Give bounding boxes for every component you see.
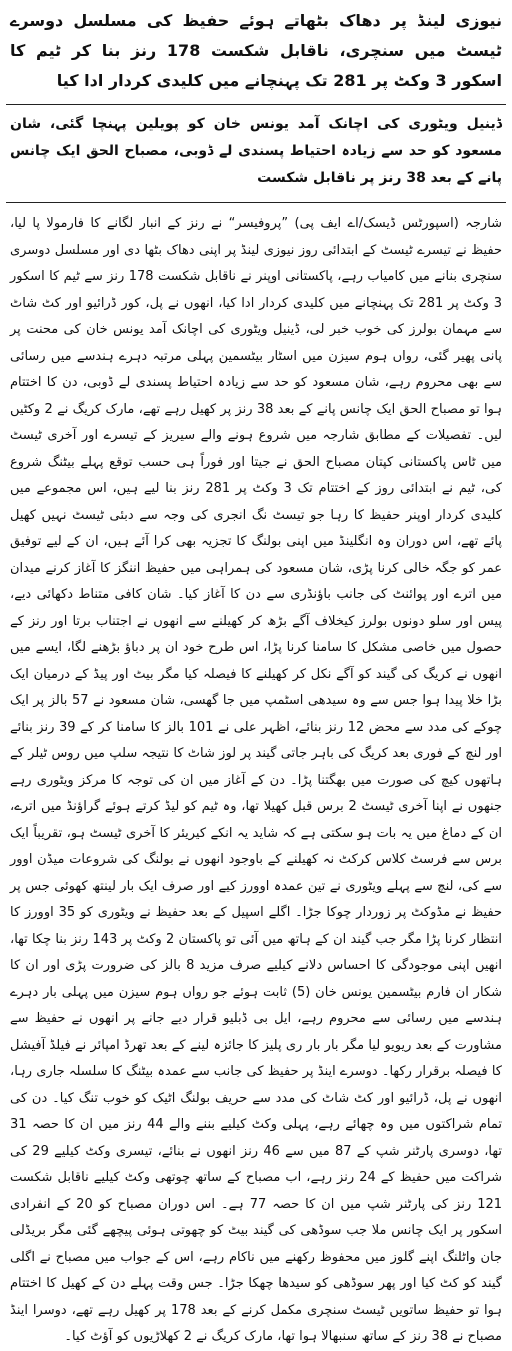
article-headline: نیوزی لینڈ پر دھاک بٹھاتے ہوئے حفیظ کی مسلسل دوسرے ٹیسٹ میں سنچری، ناقابل شکست 178 رنز بنا کر ٹیم کا اسکور 3 وکٹ پر 281 تک پہنچانے میں کلیدی کردار ادا کیا [10, 11, 502, 90]
article-body: شارجہ (اسپورٹس ڈیسک/اے ایف پی) ”پروفیسر“ نے رنز کے انبار لگانے کا فارمولا پا لیا، حفیظ نے تیسرے ٹیسٹ کے ابتدائی روز نیوزی لینڈ پر اپنی دھاک بٹھا دی اور مسلسل دوسری سنچری بنانے میں کامیاب رہے، پاکستانی اوپنر نے ناقابل شکست 178 رنز سے ٹیم کا اسکور 3 وکٹ پر 281 تک پہنچانے میں کلیدی کردار ادا کیا، انھوں نے پل، کور ڈرائیو اور کٹ شاٹ سے مہمان بولرز کی خوب خبر لی، ڈینیل ویٹوری کی اچانک آمد یونس خان کی محنت پر پانی پھیر گئی، رواں ہوم سیزن میں اسٹار بیٹسمین پہلی مرتبہ دہرے ہندسے میں رسائی سے بھی محروم رہے، شان مسعود کو حد سے زیادہ احتیاط پسندی لے ڈوبی، دن کا اختتام ہوا تو مصباح الحق ایک چانس پانے کے بعد 38 رنز پر کھیل رہے تھے، مارک کریگ نے 2 وکٹیں لیں۔ تفصیلات کے مطابق شارجہ میں شروع ہونے والے سیریز کے تیسرے اور آخری ٹیسٹ میں ٹاس پاکستانی کپتان مصباح الحق نے جیتا اور فوراً ہی حسب توقع پہلے بیٹنگ شروع کی، ٹیم نے ابتدائی روز کے اختتام تک 3 وکٹ پر 281 رنز بنا لیے ہیں، اس مجموعے میں کلیدی کردار اوپنر حفیظ کا رہا جو تیسٹ نگ انجری کی وجہ سے دبئی ٹیسٹ نہیں کھیل پائے تھے، اس دوران وہ انگلینڈ میں اپنی بولنگ کا تجزیہ بھی کرا آئے ہیں، ان کے لیے توفیق عمر کو جگہ خالی کرنا پڑی، شان مسعود کی ہمراہی میں حفیظ اننگز کا آغاز کرنے میدان میں اترے اور پوائنٹ کی جانب باؤنڈری سے دن کا آغاز کیا۔ شان کافی متناط دکھائی دیے، پیس اور سلو دونوں بولرز کیخلاف آگے بڑھ کر کھیلنے سے انھوں نے اجتناب برتا اور رنز کے حصول میں خاصی مشکل کا سامنا کرنا پڑا، اس طرح خود ان پر دباؤ بڑھنے لگا، ایسے میں انھوں نے کریگ کی گیند کو آگے نکل کر کھیلنے کا فیصلہ کیا مگر بیٹ اور پیڈ کے درمیان ایک بڑا خلا پیدا ہوا جس سے وہ سیدھی اسٹمپ میں جا گھسی، شان مسعود نے 57 بالز پر ایک چوکے کی مدد سے محض 12 رنز بنائے، اظہر علی نے 101 بالز کا سامنا کر کے 39 رنز بنائے اور لنچ کے فوری بعد کریگ کی باہر جاتی گیند پر لوز شاٹ کا نتیجہ سلپ میں روس ٹیلر کے ہاتھوں کیچ کی صورت میں بھگتنا پڑا۔ دن کے آغاز میں ان کی توجہ کا مرکز ویٹوری رہے جنھوں نے اپنا آخری ٹیسٹ 2 برس قبل کھیلا تھا، وہ ٹیم کو لیڈ کرتے ہوئے گراؤنڈ میں اترے، ان کے دماغ میں یہ بات ہو سکتی ہے کہ شاید یہ انکے کیریئر کا آخری ٹیسٹ ہو، تقریباً ایک برس سے فرسٹ کلاس کرکٹ نہ کھیلنے کے باوجود انھوں نے بولنگ کی شروعات میڈن اوور سے کی، لنچ سے پہلے ویٹوری نے تین عمدہ اوورز کیے اور صرف ایک بار لینتھ کھوئی جس پر حفیظ نے مڈوکٹ پر زوردار چوکا جڑا۔ اگلے اسپیل کے بعد حفیظ نے ویٹوری کو 35 اوورز کا انتظار کرنا پڑا مگر جب گیند ان کے ہاتھ میں آئی تو پاکستان 2 وکٹ پر 143 رنز بنا چکا تھا، انھیں اپنی موجودگی کا احساس دلانے کیلیے صرف مزید 8 بالز کی ضرورت پڑی اور ان کا شکار ان فارم بیٹسمین یونس خان (5) ثابت ہوئے جو رواں ہوم سیزن میں پہلی بار دہرے ہندسے میں رسائی سے محروم رہے، ایل بی ڈبلیو قرار دیے جانے پر انھوں نے حفیظ سے مشاورت کے بعد ریویو لیا مگر بار بار ری پلیز کا جائزہ لینے کے بعد تھرڈ امپائر نے فیلڈ آفیشل کا فیصلہ برقرار رکھا۔ دوسرے اینڈ پر حفیظ کی جانب سے عمدہ بیٹنگ کا سلسلہ جاری رہا، انھوں نے پل، ڈرائیو اور کٹ شاٹ کی مدد سے حریف بولنگ اٹیک کو خوب تنگ کیا۔ دن کی تمام شراکتوں میں وہ چھائے رہے، پہلی وکٹ کیلیے بننے والے 44 رنز میں ان کا حصہ 31 تھا، دوسری پارٹنر شپ کے 87 میں سے 46 رنز انھوں نے بنائے، تیسری وکٹ کیلیے 29 کی شراکت میں حفیظ کے 24 رنز رہے، اب مصباح کے ساتھ چوتھی وکٹ کیلیے ناقابل شکست 121 رنز کی پارٹنر شپ میں ان کا حصہ 77 ہے۔ اس دوران مصباح کو 20 کے انفرادی اسکور پر ایک چانس ملا جب سوڈھی کی گیند بیٹ کو چھوتی ہوئی پیچھے گئی مگر بریڈلی جان واٹلنگ اپنے گلوز میں محفوظ رکھنے میں ناکام رہے، اس کے جواب میں مصباح نے اگلی گیند کو کٹ کیا اور پھر سوڈھی کو سیدھا چھکا جڑا۔ جس وقت پہلے دن کے کھیل کا اختتام ہوا تو حفیظ ساتویں ٹیسٹ سنچری مکمل کرنے کے بعد 178 پر کھیل رہے تھے، دوسرا اینڈ مصباح نے 38 رنز کے ساتھ سنبھالا ہوا تھا، مارک کریگ نے 2 کھلاڑیوں کو آؤٹ کیا۔ [10, 216, 503, 1344]
subhead-divider [6, 202, 506, 203]
article-subheadline: ڈینیل ویٹوری کی اچانک آمد یونس خان کو پویلین پہنچا گئی، شان مسعود کو حد سے زیادہ احتیاط پسندی لے ڈوبی، مصباح الحق ایک چانس پانے کے بعد 38 رنز پر ناقابل شکست [10, 116, 502, 186]
headline-divider [6, 104, 506, 105]
